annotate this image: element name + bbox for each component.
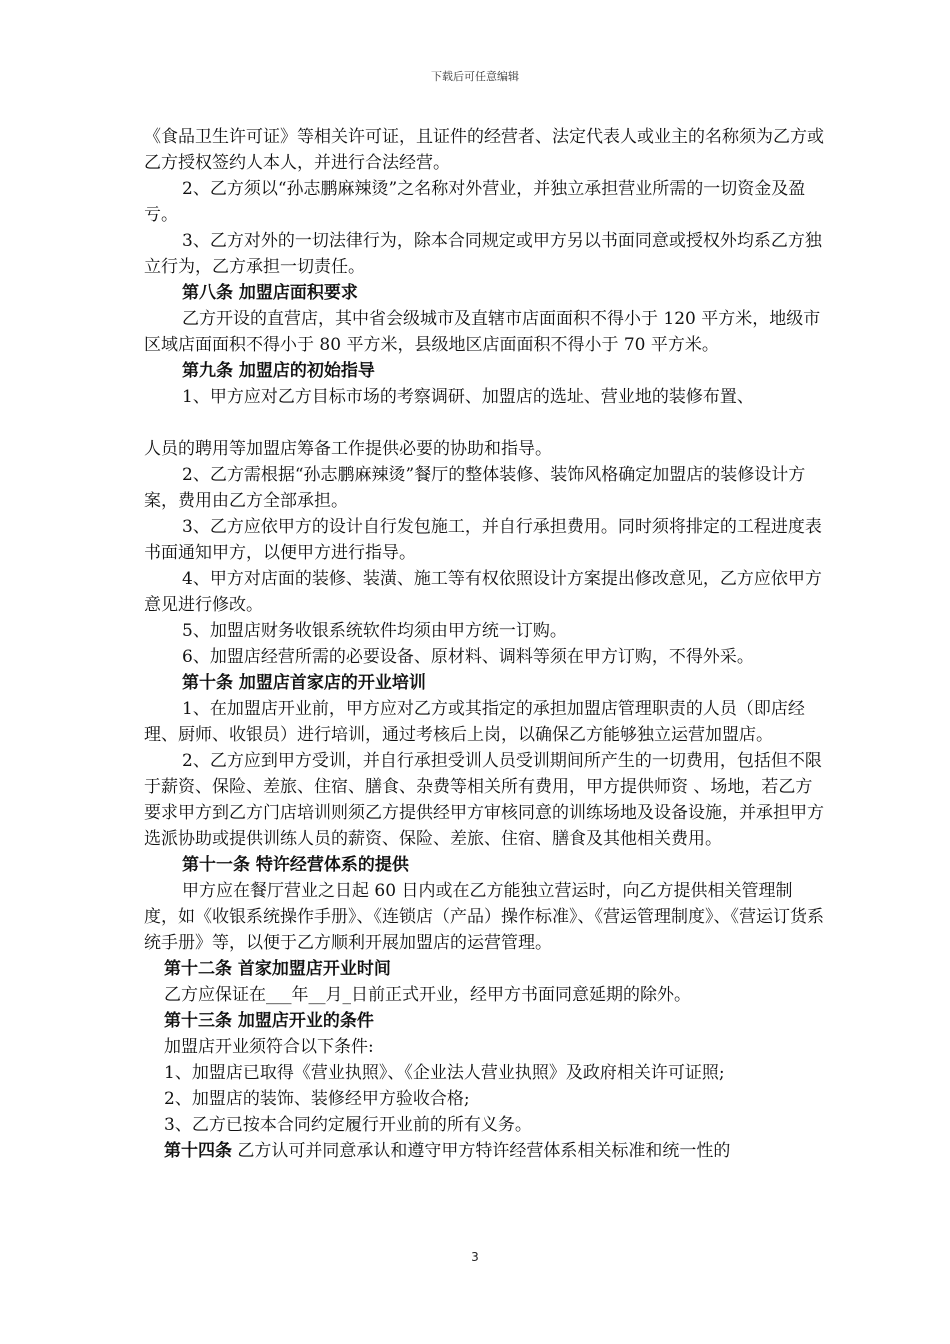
paragraph: 3、乙方应依甲方的设计自行发包施工，并自行承担费用。同时须将排定的工程进度表书面通知甲方，以便甲方进行指导。 xyxy=(144,517,822,563)
document-body xyxy=(144,124,824,1164)
article-paragraph xyxy=(144,1138,824,1164)
paragraph: 1、甲方应对乙方目标市场的考察调研、加盟店的选址、营业地的装修布置、 xyxy=(182,387,754,407)
paragraph: 乙方应保证在___年__月_日前正式开业，经甲方书面同意延期的除外。 xyxy=(164,985,691,1005)
article-heading: 第十四条 xyxy=(164,1141,232,1161)
paragraph: 5、加盟店财务收银系统软件均须由甲方统一订购。 xyxy=(182,621,567,641)
paragraph: 1、加盟店已取得《营业执照》、《企业法人营业执照》及政府相关许可证照; xyxy=(164,1063,725,1083)
paragraph: 乙方开设的直营店，其中省会级城市及直辖市店面面积不得小于 120 平方米，地级市区域店面面积不得小于 80 平方米，县级地区店面面积不得小于 70 平方米。 xyxy=(144,309,821,355)
page-number: 3 xyxy=(471,1250,479,1264)
paragraph: 人员的聘用等加盟店筹备工作提供必要的协助和指导。 xyxy=(144,439,552,459)
paragraph: 3、乙方已按本合同约定履行开业前的所有义务。 xyxy=(164,1115,532,1135)
paragraph: 1、在加盟店开业前，甲方应对乙方或其指定的承担加盟店管理职责的人员（即店经理、厨师、收银员）进行培训，通过考核后上岗，以确保乙方能够独立运营加盟店。 xyxy=(144,699,805,745)
paragraph: 加盟店开业须符合以下条件: xyxy=(164,1037,374,1057)
paragraph: 2、乙方须以“孙志鹏麻辣烫”之名称对外营业，并独立承担营业所需的一切资金及盈亏。 xyxy=(144,179,806,225)
paragraph: 6、加盟店经营所需的必要设备、原材料、调料等须在甲方订购，不得外采。 xyxy=(182,647,754,667)
paragraph: 2、乙方需根据“孙志鹏麻辣烫”餐厅的整体装修、装饰风格确定加盟店的装修设计方案，费用由乙方全部承担。 xyxy=(144,465,806,511)
article-text: 乙方认可并同意承认和遵守甲方特许经营体系相关标准和统一性的 xyxy=(232,1141,731,1161)
paragraph: 甲方应在餐厅营业之日起 60 日内或在乙方能独立营运时，向乙方提供相关管理制度，如《收银系统操作手册》、《连锁店（产品）操作标准》、《营运管理制度》、《营运订货系统手册》等，以便于乙方顺利开展加盟店的运营管理。 xyxy=(144,881,824,953)
paragraph: 3、乙方对外的一切法律行为，除本合同规定或甲方另以书面同意或授权外均系乙方独立行为，乙方承担一切责任。 xyxy=(144,231,822,277)
article-heading: 第八条 加盟店面积要求 xyxy=(182,283,358,303)
page-header: 下载后可任意编辑 xyxy=(431,70,519,83)
article-heading: 第九条 加盟店的初始指导 xyxy=(182,361,375,381)
article-heading: 第十三条 加盟店开业的条件 xyxy=(164,1011,374,1031)
paragraph: 《食品卫生许可证》等相关许可证，且证件的经营者、法定代表人或业主的名称须为乙方或乙方授权签约人本人，并进行合法经营。 xyxy=(144,127,824,173)
paragraph: 2、加盟店的装饰、装修经甲方验收合格; xyxy=(164,1089,470,1109)
paragraph: 2、乙方应到甲方受训，并自行承担受训人员受训期间所产生的一切费用，包括但不限于薪资、保险、差旅、住宿、膳食、杂费等相关所有费用，甲方提供师资 、场地，若乙方要求甲方到乙方门店培训则须乙方提供经甲方审核同意的训练场地及设备设施，并承担甲方选派协助或提供训练人员的薪资、保险、差旅、住宿、膳食及其他相关费用。 xyxy=(144,751,824,849)
article-heading: 第十条 加盟店首家店的开业培训 xyxy=(182,673,426,693)
blank-line xyxy=(144,410,824,436)
article-heading: 第十一条 特许经营体系的提供 xyxy=(182,855,409,875)
article-heading: 第十二条 首家加盟店开业时间 xyxy=(164,959,391,979)
paragraph: 4、甲方对店面的装修、装潢、施工等有权依照设计方案提出修改意见，乙方应依甲方意见进行修改。 xyxy=(144,569,822,615)
